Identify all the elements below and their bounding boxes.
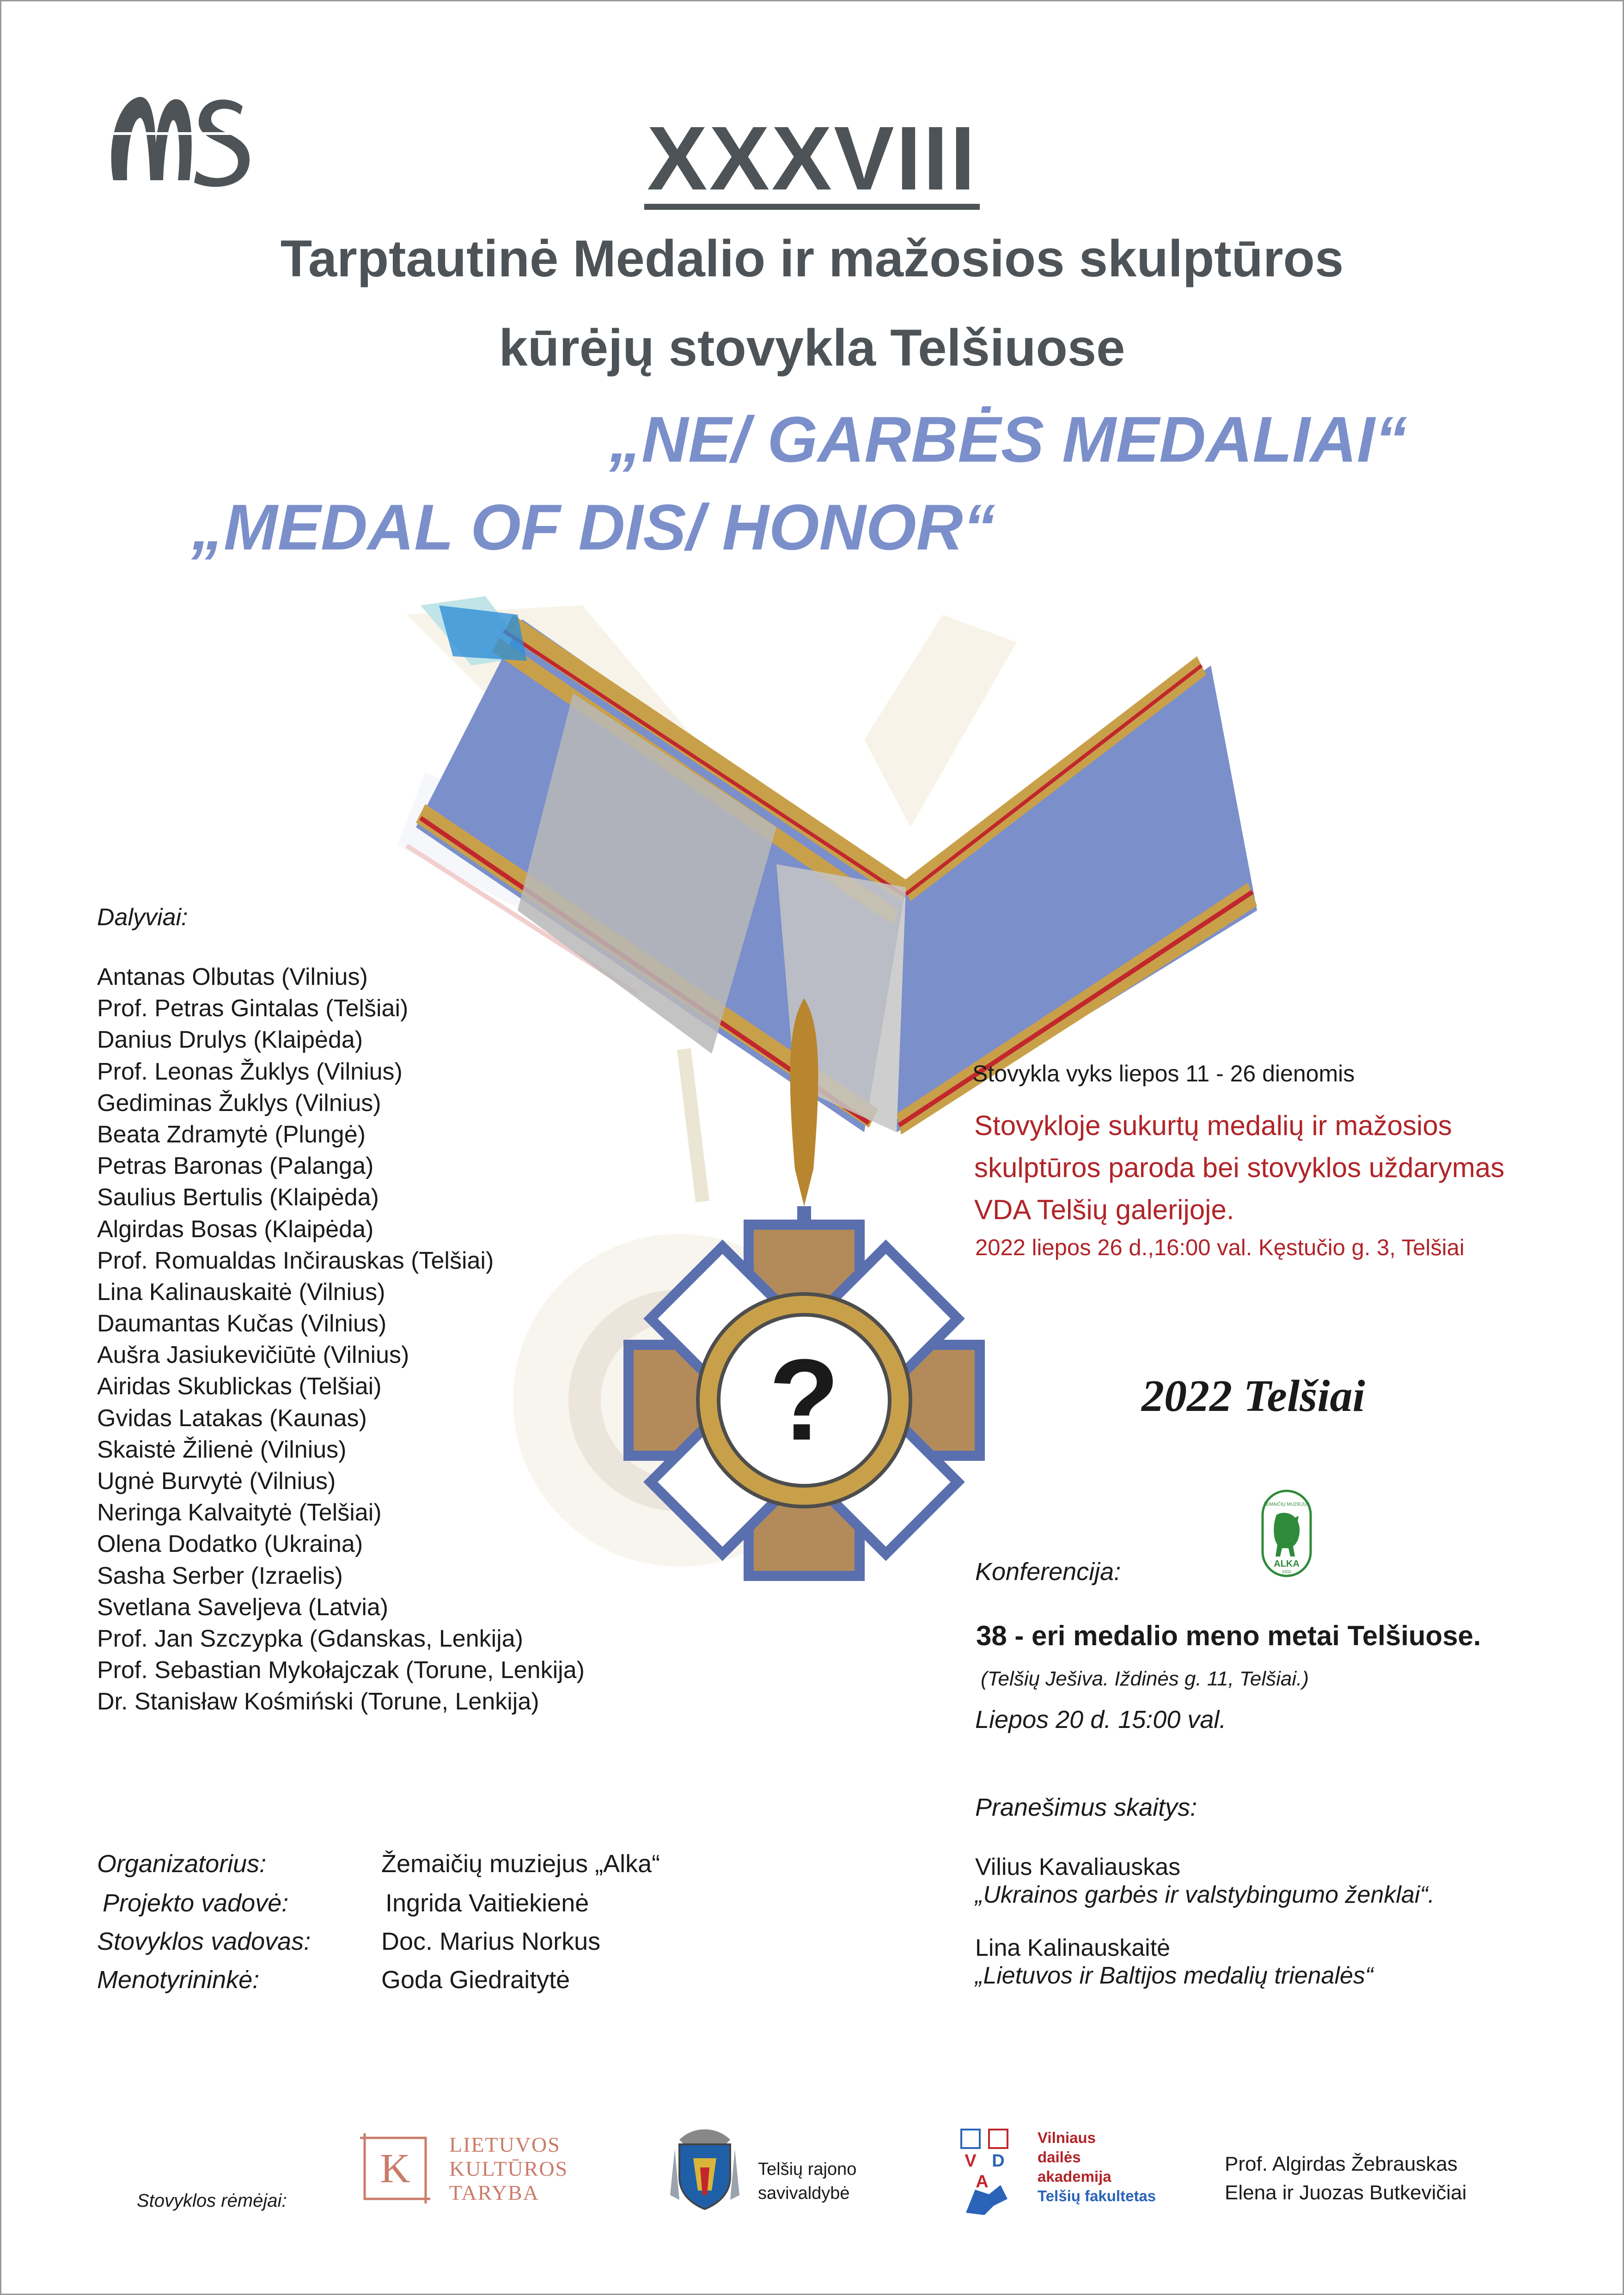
private-donors [1225,2150,1466,2207]
svg-text:D: D [992,2151,1005,2171]
participant-item: Airidas Skublickas (Telšiai) [97,1373,382,1400]
participant-item: Prof. Sebastian Mykołajczak (Torune, Lenkija) [97,1657,585,1684]
organizer-role: Projekto vadovė: [103,1889,289,1917]
organizer-name: Goda Giedraitytė [381,1966,570,1994]
participant-item: Algirdas Bosas (Klaipėda) [97,1215,374,1243]
talk-item [975,1853,1435,1909]
sponsors-label: Stovyklos rėmėjai: [137,2191,287,2211]
medal-question-mark: ? [769,1335,840,1464]
participant-item: Daumantas Kučas (Vilnius) [97,1310,387,1337]
year-city: 2022 Telšiai [1142,1371,1365,1421]
talk-item [975,1934,1373,1990]
participant-item: Lina Kalinauskaitė (Vilnius) [97,1278,385,1306]
exhibition-line: Stovykloje sukurtų medalių ir mažosios [974,1110,1452,1141]
conference-heading: Konferencija: [975,1558,1121,1586]
exhibition-info [974,1105,1612,1231]
participant-item: Beata Zdramytė (Plungė) [97,1121,366,1148]
organizer-name: Doc. Marius Norkus [381,1928,601,1955]
svg-text:V: V [965,2151,977,2171]
participant-item: Skaistė Žilienė (Vilnius) [97,1436,347,1463]
exhibition-line: skulptūros paroda bei stovyklos uždarymas [974,1152,1505,1183]
medal-pendant [790,998,818,1206]
participant-item: Prof. Leonas Žuklys (Vilnius) [97,1058,403,1085]
svg-text:K: K [380,2146,410,2191]
talk-speaker: Lina Kalinauskaitė [975,1935,1171,1961]
participant-item: Neringa Kalvaitytė (Telšiai) [97,1499,382,1526]
svg-text:A: A [976,2172,989,2191]
svg-text:ŽEMAIČIŲ MUZIEJUS: ŽEMAIČIŲ MUZIEJUS [1263,1502,1310,1507]
participant-item: Prof. Petras Gintalas (Telšiai) [97,995,409,1022]
title-lithuanian: „NE/ GARBĖS MEDALIAI“ [609,403,1407,476]
organizer-name: Ingrida Vaitiekienė [385,1889,589,1917]
svg-text:1932: 1932 [1282,1569,1292,1574]
kulturos-taryba-name: LIETUVOS KULTŪROS TARYBA [449,2133,568,2204]
telsiai-municipality-name: Telšių rajono savivaldybė [758,2160,857,2203]
participant-item: Prof. Jan Szczypka (Gdanskas, Lenkija) [97,1625,523,1652]
participants-list [97,961,721,1718]
donor-name: Elena ir Juozas Butkevičiai [1225,2181,1467,2204]
participant-item: Sasha Serber (Izraelis) [97,1562,343,1589]
conference-title: 38 - eri medalio meno metai Telšiuose. [976,1620,1481,1651]
organizer-role: Stovyklos vadovas: [97,1928,311,1955]
participant-item: Ugnė Burvytė (Vilnius) [97,1468,336,1495]
talk-title: „Lietuvos ir Baltijos medalių trienalės“ [975,1962,1374,1989]
conference-place: (Telšių Ješiva. Iždinės g. 11, Telšiai.) [981,1667,1309,1690]
subtitle-line1: Tarptautinė Medalio ir mažosios skulptūros [280,230,1344,287]
telsiai-coat-of-arms-icon [665,2121,744,2214]
participant-item: Svetlana Saveljeva (Latvia) [97,1593,389,1621]
exhibition-line: VDA Telšių galerijoje. [974,1194,1234,1225]
donor-name: Prof. Algirdas Žebrauskas [1225,2153,1458,2175]
svg-text:ALKA: ALKA [1274,1559,1300,1569]
exhibition-date-place: 2022 liepos 26 d.,16:00 val. Kęstučio g. 3, Telšiai [975,1235,1465,1260]
camp-dates: Stovykla vyks liepos 11 - 26 dienomis [972,1061,1355,1086]
vda-name: Vilniaus dailės akademija Telšių fakultetas [1038,2129,1156,2204]
edition-number: XXXVIII [0,106,1624,210]
participant-item: Danius Drulys (Klaipėda) [97,1026,363,1054]
organizer-name: Žemaičių muziejus „Alka“ [381,1850,660,1878]
participant-item: Petras Baronas (Palanga) [97,1153,374,1180]
organizer-role: Menotyrininkė: [97,1966,260,1994]
participant-item: Gediminas Žuklys (Vilnius) [97,1089,381,1117]
participant-item: Prof. Romualdas Inčirauskas (Telšiai) [97,1247,494,1274]
title-english: „MEDAL OF DIS/ HONOR“ [191,491,995,563]
organizer-role: Organizatorius: [97,1850,267,1878]
participants-heading: Dalyviai: [97,904,188,931]
vda-logo [957,2125,1044,2217]
talk-speaker: Vilius Kavaliauskas [975,1854,1181,1880]
participant-item: Dr. Stanisław Kośmiński (Torune, Lenkija) [97,1688,539,1715]
participant-item: Olena Dodatko (Ukraina) [97,1531,363,1558]
subtitle-line2: kūrėjų stovykla Telšiuose [499,319,1125,377]
kulturos-taryba-logo [358,2131,432,2205]
talk-title: „Ukrainos garbės ir valstybingumo ženklai“. [975,1881,1435,1908]
participant-item: Gvidas Latakas (Kaunas) [97,1404,367,1432]
conference-time: Liepos 20 d. 15:00 val. [975,1706,1227,1733]
alka-museum-logo [1259,1487,1314,1580]
participant-item: Aušra Jasiukevičiūtė (Vilnius) [97,1342,409,1369]
participant-item: Antanas Olbutas (Vilnius) [97,964,368,990]
talks-heading: Pranešimus skaitys: [975,1794,1197,1821]
participant-item: Saulius Bertulis (Klaipėda) [97,1184,379,1211]
